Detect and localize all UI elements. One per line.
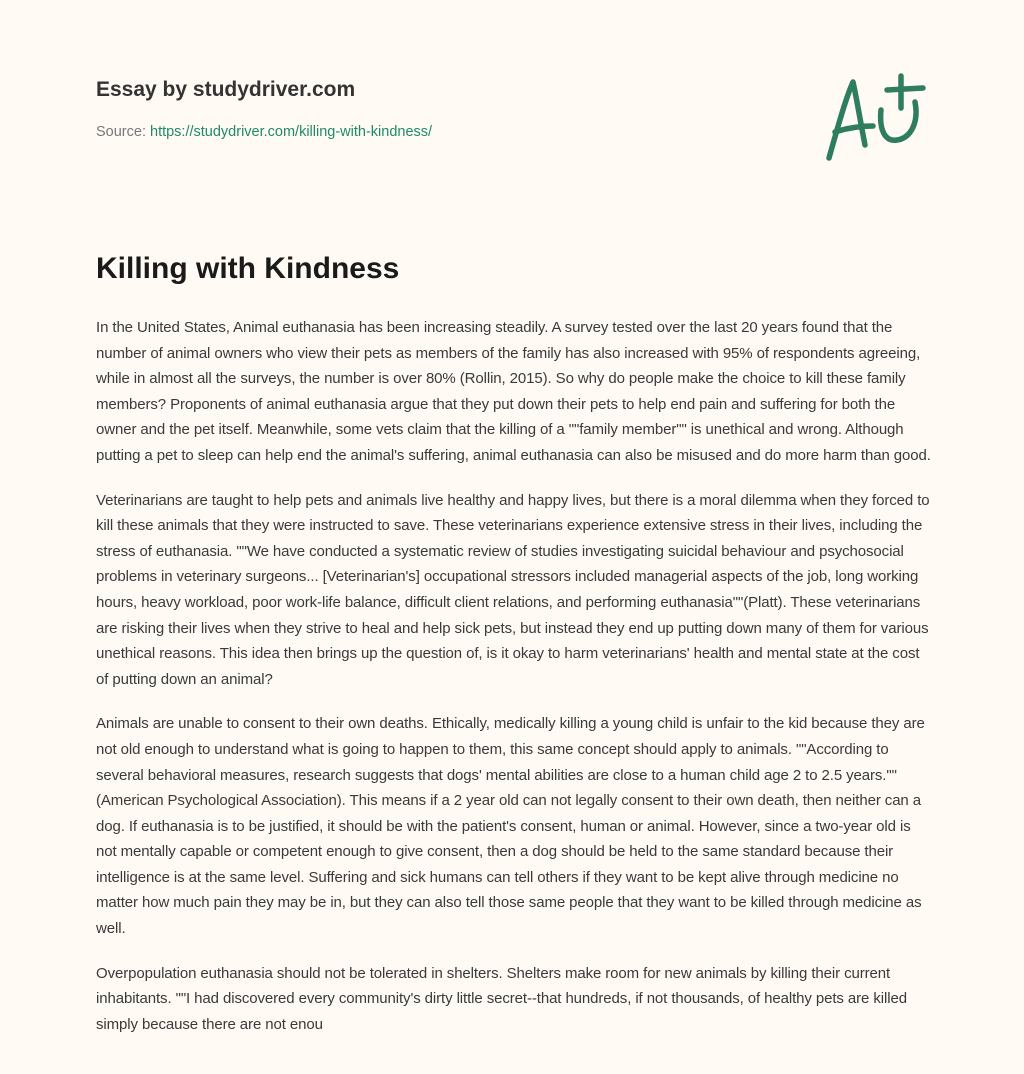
source-label: Source: (96, 124, 150, 140)
site-title: Essay by studydriver.com (96, 78, 356, 101)
essay-paragraph: In the United States, Animal euthanasia has been increasing steadily. A survey tested over the last 20 years found that the number of animal owners who view their pets as members of the family has also increased with 95% of respondents agreeing, while in almost all the surveys, the number is over 80% (Rollin, 2015). So why do people make the choice to kill these family members? Proponents of animal euthanasia argue that they put down their pets to help end pain and suffering for both the owner and the pet itself. Meanwhile, some vets claim that the killing of a ""family member"" is unethical and wrong. Although putting a pet to sleep can help end the animal's suffering, animal euthanasia can also be misused and do more harm than good. (96, 319, 931, 464)
essay-paragraph: Animals are unable to consent to their own deaths. Ethically, medically killing a young child is unfair to the kid because they are not old enough to understand what is going to happen to them, this same concept should apply to animals. ""According to several behavioral measures, research suggests that dogs' mental abilities are close to a human child age 2 to 2.5 years."" (American Psychological Association). This means if a 2 year old can not legally consent to their own death, then neither can a dog. If euthanasia is to be justified, it should be with the patient's consent, human or animal. However, since a two-year old is not mentally capable or competent enough to give consent, then a dog should be held to the same standard because their intelligence is at the same level. Suffering and sick humans can tell others if they want to be kept alive through medicine no matter how much pain they may be in, but they can also tell those same people that they want to be killed through medicine as well. (96, 715, 925, 938)
a-plus-logo-icon (815, 70, 930, 170)
essay-body (96, 315, 932, 1056)
essay-title: Killing with Kindness (96, 252, 400, 285)
essay-paragraph: Overpopulation euthanasia should not be tolerated in shelters. Shelters make room for new animals by killing their current inhabitants. ""I had discovered every community's dirty little secret--that hundreds, if not thousands, of healthy pets are killed simply because there are not enou (96, 964, 907, 1033)
page-header (0, 0, 1024, 230)
source-link[interactable]: https://studydriver.com/killing-with-kindness/ (150, 124, 433, 140)
essay-paragraph: Veterinarians are taught to help pets and animals live healthy and happy lives, but there is a moral dilemma when they forced to kill these animals that they were instructed to save. These veterinarians experience extensive stress in their lives, including the stress of euthanasia. ""We have conducted a systematic review of studies investigating suicidal behaviour and psychosocial problems in veterinary surgeons... [Veterinarian's] occupational stressors included managerial aspects of the job, long working hours, heavy workload, poor work-life balance, difficult client relations, and performing euthanasia""(Platt). These veterinarians are risking their lives when they strive to heal and help sick pets, but instead they end up putting down many of them for various unethical reasons. This idea then brings up the question of, is it okay to harm veterinarians' health and mental state at the cost of putting down an animal? (96, 491, 930, 688)
source-line (96, 124, 432, 140)
